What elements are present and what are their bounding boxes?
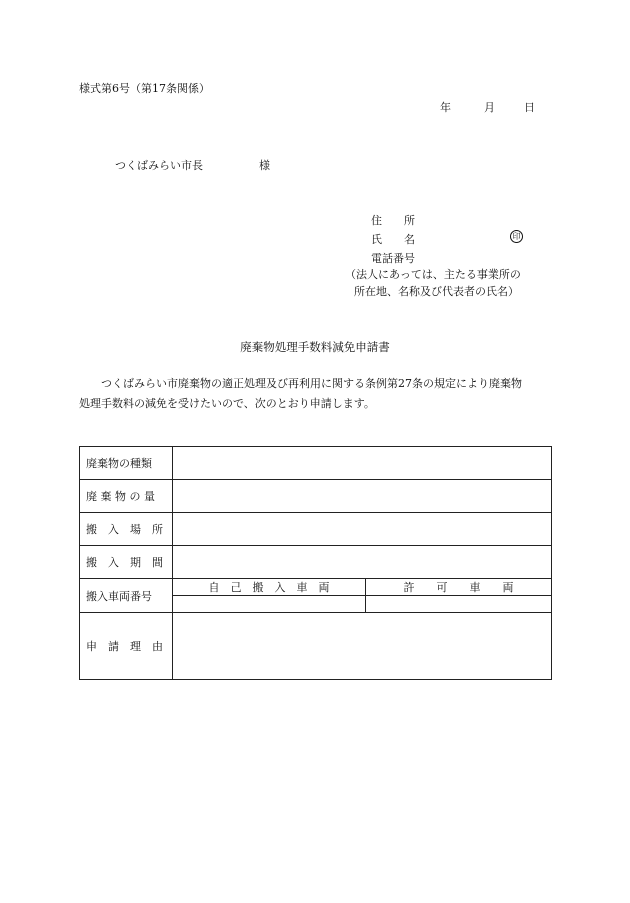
permit-vehicle-header: 許 可 車 両 xyxy=(366,579,552,596)
table-row xyxy=(80,480,552,513)
month-label: 月 xyxy=(484,101,495,114)
honorific: 様 xyxy=(259,159,270,172)
period-field[interactable] xyxy=(173,546,552,579)
addressee-name: つくばみらい市長 xyxy=(115,159,203,172)
corporate-note-line2: 所在地、名称及び代表者の氏名） xyxy=(354,285,519,298)
reason-field[interactable] xyxy=(173,613,552,680)
table-row xyxy=(80,579,552,596)
year-label: 年 xyxy=(440,101,451,114)
location-label: 搬 入 場 所 xyxy=(80,513,173,546)
body-line2: 処理手数料の減免を受けたいので、次のとおり申請します。 xyxy=(79,397,375,410)
waste-type-field[interactable] xyxy=(173,447,552,480)
application-body xyxy=(79,374,559,414)
permit-vehicle-field[interactable] xyxy=(366,596,552,613)
seal-mark: 印 xyxy=(510,230,523,243)
address-label: 住 所 xyxy=(371,214,415,227)
waste-type-label: 廃棄物の種類 xyxy=(80,447,173,480)
self-vehicle-field[interactable] xyxy=(173,596,366,613)
name-label: 氏 名 xyxy=(371,233,415,246)
reason-label: 申 請 理 由 xyxy=(80,613,173,680)
addressee xyxy=(115,157,270,173)
waste-amount-label: 廃 棄 物 の 量 xyxy=(80,480,173,513)
day-label: 日 xyxy=(524,101,535,114)
date-line xyxy=(440,99,535,115)
table-row xyxy=(80,513,552,546)
body-line1: つくばみらい市廃棄物の適正処理及び再利用に関する条例第27条の規定により廃棄物 xyxy=(101,377,522,390)
table-row xyxy=(80,613,552,680)
corporate-note-line1: （法人にあっては、主たる事業所の xyxy=(345,268,521,281)
location-field[interactable] xyxy=(173,513,552,546)
table-row xyxy=(80,546,552,579)
waste-amount-field[interactable] xyxy=(173,480,552,513)
phone-label: 電話番号 xyxy=(371,252,415,265)
self-vehicle-header: 自 己 搬 入 車 両 xyxy=(173,579,366,596)
table-row xyxy=(80,447,552,480)
period-label: 搬 入 期 間 xyxy=(80,546,173,579)
form-number: 様式第6号（第17条関係） xyxy=(79,82,210,95)
vehicle-number-label: 搬入車両番号 xyxy=(80,579,173,613)
application-table xyxy=(79,446,552,680)
document-title: 廃棄物処理手数料減免申請書 xyxy=(240,340,390,354)
